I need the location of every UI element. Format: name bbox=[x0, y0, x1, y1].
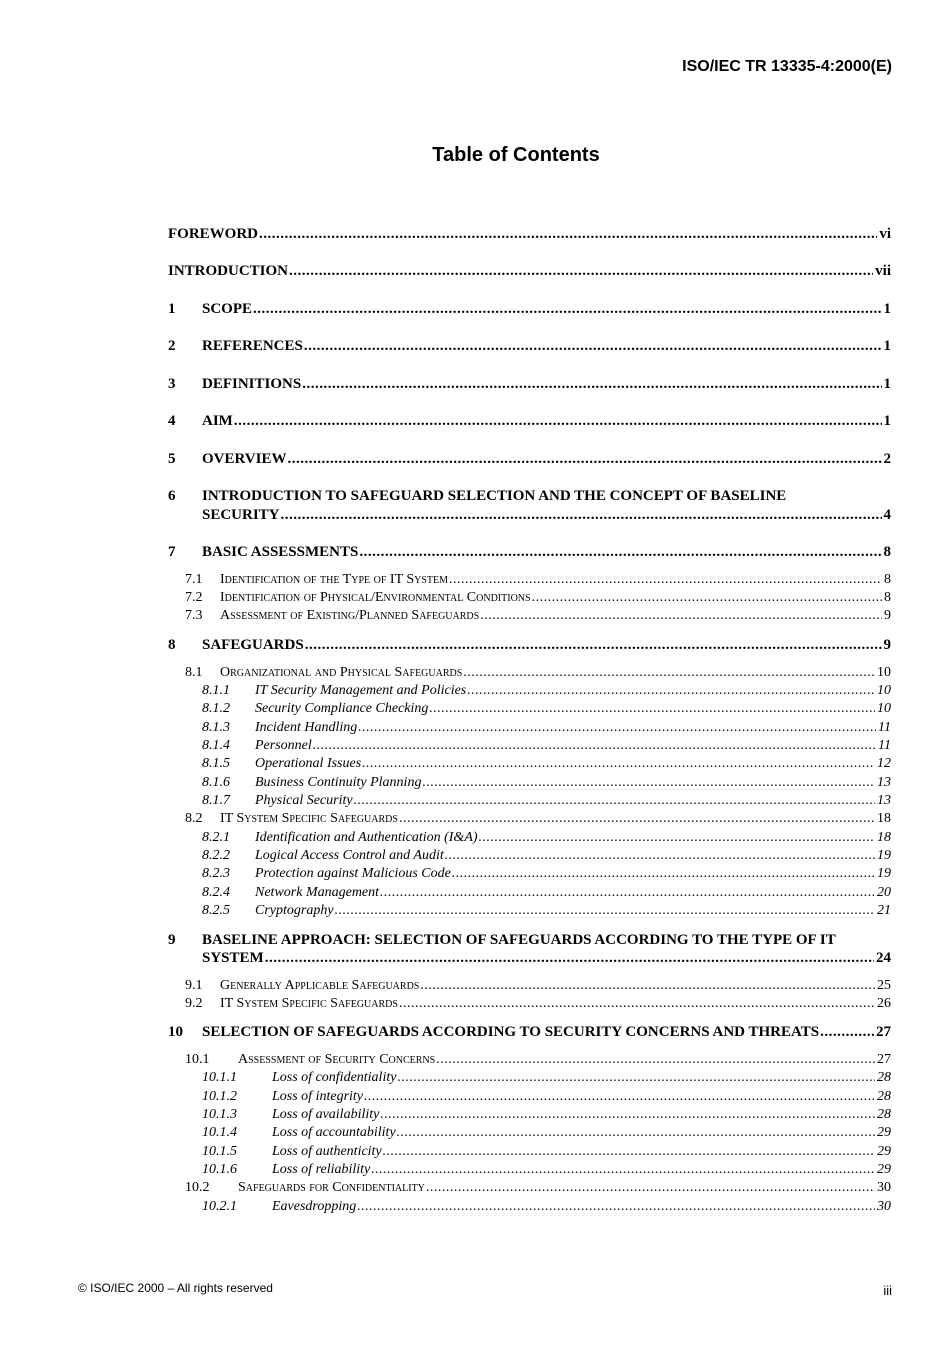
toc-entry-6[interactable] bbox=[202, 506, 891, 524]
toc-page: 25 bbox=[877, 978, 891, 993]
toc-number: 8.1.6 bbox=[202, 775, 230, 790]
toc-number: 10.1 bbox=[185, 1052, 210, 1067]
toc-label: Loss of accountability bbox=[272, 1125, 396, 1140]
toc-number: 10.1.6 bbox=[202, 1162, 237, 1177]
copyright-notice: © ISO/IEC 2000 – All rights reserved bbox=[78, 1281, 273, 1295]
toc-label: Eavesdropping bbox=[272, 1199, 357, 1214]
toc-label: Network Management bbox=[255, 885, 380, 900]
toc-number: 8.2.4 bbox=[202, 885, 230, 900]
toc-number: 8.2.2 bbox=[202, 848, 230, 863]
toc-number: 10.1.4 bbox=[202, 1125, 237, 1140]
toc-label: Loss of integrity bbox=[272, 1089, 364, 1104]
toc-page: 27 bbox=[876, 1024, 891, 1040]
toc-number: 10.2.1 bbox=[202, 1199, 237, 1214]
toc-entry-10-1-3[interactable] bbox=[202, 1106, 891, 1124]
document-id: ISO/IEC TR 13335-4:2000(E) bbox=[682, 58, 892, 75]
toc-page: 21 bbox=[877, 903, 891, 918]
toc-entry-10[interactable] bbox=[168, 1023, 891, 1041]
page-number: iii bbox=[883, 1283, 892, 1298]
toc-page: 26 bbox=[877, 996, 891, 1011]
toc-entry-8-1-3[interactable] bbox=[202, 719, 891, 737]
toc-label: OVERVIEW bbox=[202, 451, 287, 467]
toc-entry-8-1-5[interactable] bbox=[202, 755, 891, 773]
toc-entry-8-2[interactable] bbox=[185, 810, 891, 828]
toc-number: 8.1.4 bbox=[202, 738, 230, 753]
toc-page: 18 bbox=[877, 811, 891, 826]
toc-page: 1 bbox=[883, 301, 891, 317]
toc-number: 8.2.5 bbox=[202, 903, 230, 918]
toc-page: 2 bbox=[883, 451, 891, 467]
toc-page: 1 bbox=[883, 376, 891, 392]
toc-page: 30 bbox=[877, 1199, 891, 1214]
toc-page: 13 bbox=[877, 775, 891, 790]
toc-entry-9-1[interactable] bbox=[185, 977, 891, 995]
toc-page: 9 bbox=[884, 608, 891, 623]
toc-entry-8[interactable] bbox=[168, 636, 891, 654]
toc-number: 6 bbox=[168, 488, 176, 504]
toc-label: Generally Applicable Safeguards bbox=[220, 978, 420, 993]
toc-page: 28 bbox=[877, 1107, 891, 1122]
toc-entry-10-1[interactable] bbox=[185, 1051, 891, 1069]
toc-number: 10.1.5 bbox=[202, 1144, 237, 1159]
toc-page: 10 bbox=[877, 683, 891, 698]
toc-page: 19 bbox=[877, 866, 891, 881]
toc-page: 20 bbox=[877, 885, 891, 900]
toc-entry-8-2-1[interactable] bbox=[202, 829, 891, 847]
toc-label: Loss of availability bbox=[272, 1107, 380, 1122]
toc-page: 24 bbox=[876, 950, 891, 966]
toc-label: AIM bbox=[202, 413, 233, 429]
toc-label: SAFEGUARDS bbox=[202, 637, 304, 653]
toc-label: Assessment of Existing/Planned Safeguards bbox=[220, 608, 480, 623]
toc-page: 1 bbox=[883, 338, 891, 354]
toc-page: 27 bbox=[877, 1052, 891, 1067]
toc-number: 9 bbox=[168, 932, 176, 948]
toc-label: IT Security Management and Policies bbox=[255, 683, 467, 698]
toc-page: vii bbox=[875, 263, 891, 279]
toc-entry-10-1-2[interactable] bbox=[202, 1088, 891, 1106]
toc-page: 10 bbox=[877, 701, 891, 716]
toc-label: IT System Specific Safeguards bbox=[220, 996, 398, 1011]
toc-page: 28 bbox=[877, 1070, 891, 1085]
toc-label: REFERENCES bbox=[202, 338, 303, 354]
toc-label: Identification and Authentication (I&A) bbox=[255, 830, 478, 845]
toc-label: SECURITY bbox=[202, 507, 280, 523]
toc-number: 8.1 bbox=[185, 665, 203, 680]
toc-entry-2[interactable] bbox=[168, 337, 891, 355]
toc-entry-8-2-3[interactable] bbox=[202, 865, 891, 883]
toc-page: 1 bbox=[883, 413, 891, 429]
toc-entry-10-2[interactable] bbox=[185, 1179, 891, 1197]
toc-entry-8-2-5[interactable] bbox=[202, 902, 891, 920]
toc-label: Operational Issues bbox=[255, 756, 362, 771]
toc-page: 8 bbox=[884, 572, 891, 587]
toc-number: 7.1 bbox=[185, 572, 203, 587]
toc-number: 3 bbox=[168, 376, 176, 392]
toc-label: Loss of reliability bbox=[272, 1162, 371, 1177]
toc-page: 11 bbox=[878, 738, 891, 753]
toc-entry-8-1-2[interactable] bbox=[202, 700, 891, 718]
toc-entry-10-1-1[interactable] bbox=[202, 1069, 891, 1087]
page-title: Table of Contents bbox=[432, 144, 600, 166]
toc-entry-9-2[interactable] bbox=[185, 995, 891, 1013]
toc-number: 8.2.3 bbox=[202, 866, 230, 881]
toc-entry-8-1-4[interactable] bbox=[202, 737, 891, 755]
toc-entry-4[interactable] bbox=[168, 412, 891, 430]
toc-page: 4 bbox=[883, 507, 891, 523]
toc-label: SYSTEM bbox=[202, 950, 264, 966]
toc-label: Security Compliance Checking bbox=[255, 701, 429, 716]
toc-label: INTRODUCTION bbox=[168, 263, 289, 279]
toc-number: 10.1.1 bbox=[202, 1070, 237, 1085]
toc-number: 8.1.2 bbox=[202, 701, 230, 716]
toc-page: vi bbox=[879, 226, 891, 242]
toc-number: 8.1.5 bbox=[202, 756, 230, 771]
toc-entry-8-2-2[interactable] bbox=[202, 847, 891, 865]
toc-label: SCOPE bbox=[202, 301, 253, 317]
toc-page: 12 bbox=[877, 756, 891, 771]
toc-entry-7[interactable] bbox=[168, 543, 891, 561]
toc-label: Business Continuity Planning bbox=[255, 775, 422, 790]
toc-entry-7-3[interactable] bbox=[185, 607, 891, 625]
toc-label: Cryptography bbox=[255, 903, 334, 918]
toc-label: Assessment of Security Concerns bbox=[238, 1052, 436, 1067]
toc-page: 10 bbox=[877, 665, 891, 680]
toc-entry-3[interactable] bbox=[168, 375, 891, 393]
toc-entry-10-1-6[interactable] bbox=[202, 1161, 891, 1179]
toc-number: 8.2.1 bbox=[202, 830, 230, 845]
toc-page: 28 bbox=[877, 1089, 891, 1104]
toc-label: IT System Specific Safeguards bbox=[220, 811, 398, 826]
toc-label: Personnel bbox=[255, 738, 312, 753]
toc-number: 10 bbox=[168, 1024, 183, 1040]
toc-entry-7-2[interactable] bbox=[185, 589, 891, 607]
toc-label: Organizational and Physical Safeguards bbox=[220, 665, 463, 680]
toc-number: 8.1.1 bbox=[202, 683, 230, 698]
toc-number: 9.1 bbox=[185, 978, 203, 993]
toc-entry-8-1-6[interactable] bbox=[202, 774, 891, 792]
toc-entry-8-1[interactable] bbox=[185, 664, 891, 682]
toc-entry-10-2-1[interactable] bbox=[202, 1198, 891, 1216]
toc-number: 5 bbox=[168, 451, 176, 467]
toc-entry-8-1-7[interactable] bbox=[202, 792, 891, 810]
toc-page: 29 bbox=[877, 1144, 891, 1159]
toc-entry-9-line1[interactable] bbox=[168, 931, 836, 949]
toc-number: 7.2 bbox=[185, 590, 203, 605]
toc-entry-8-1-1[interactable] bbox=[202, 682, 891, 700]
toc-page: 29 bbox=[877, 1125, 891, 1140]
toc-label: Safeguards for Confidentiality bbox=[238, 1180, 425, 1195]
toc-page: 18 bbox=[877, 830, 891, 845]
toc-entry-10-1-4[interactable] bbox=[202, 1124, 891, 1142]
toc-label: Logical Access Control and Audit bbox=[255, 848, 444, 863]
toc-label: Loss of confidentiality bbox=[272, 1070, 397, 1085]
toc-entry-introduction[interactable] bbox=[168, 262, 891, 280]
toc-number: 2 bbox=[168, 338, 176, 354]
toc-page: 19 bbox=[877, 848, 891, 863]
toc-entry-8-2-4[interactable] bbox=[202, 884, 891, 902]
toc-page: 8 bbox=[883, 544, 891, 560]
toc-entry-6-line1[interactable] bbox=[168, 487, 786, 505]
toc-number: 10.1.2 bbox=[202, 1089, 237, 1104]
toc-label: Physical Security bbox=[255, 793, 353, 808]
toc-number: 7.3 bbox=[185, 608, 203, 623]
toc-number: 1 bbox=[168, 301, 176, 317]
toc-number: 7 bbox=[168, 544, 176, 560]
toc-page: 13 bbox=[877, 793, 891, 808]
toc-number: 10.2 bbox=[185, 1180, 210, 1195]
toc-entry-foreword[interactable] bbox=[168, 225, 891, 243]
toc-entry-9[interactable] bbox=[202, 949, 891, 967]
toc-number: 9.2 bbox=[185, 996, 203, 1011]
toc-label: Incident Handling bbox=[255, 720, 358, 735]
toc-page: 29 bbox=[877, 1162, 891, 1177]
toc-number: 8.1.7 bbox=[202, 793, 230, 808]
toc-label: Protection against Malicious Code bbox=[255, 866, 451, 881]
toc-label-line1: BASELINE APPROACH: SELECTION OF SAFEGUARDS ACCORDING TO THE TYPE OF IT bbox=[202, 932, 836, 948]
toc-label: FOREWORD bbox=[168, 226, 258, 242]
toc-number: 10.1.3 bbox=[202, 1107, 237, 1122]
toc-label: BASIC ASSESSMENTS bbox=[202, 544, 359, 560]
toc-page: 9 bbox=[883, 637, 891, 653]
toc-number: 4 bbox=[168, 413, 176, 429]
toc-entry-5[interactable] bbox=[168, 450, 891, 468]
toc-entry-1[interactable] bbox=[168, 300, 891, 318]
toc-label: SELECTION OF SAFEGUARDS ACCORDING TO SECURITY CONCERNS AND THREATS bbox=[202, 1024, 820, 1040]
toc-page: 11 bbox=[878, 720, 891, 735]
toc-label: Loss of authenticity bbox=[272, 1144, 382, 1159]
toc-label: Identification of the Type of IT System bbox=[220, 572, 449, 587]
toc-number: 8.2 bbox=[185, 811, 203, 826]
toc-number: 8.1.3 bbox=[202, 720, 230, 735]
toc-label-line1: INTRODUCTION TO SAFEGUARD SELECTION AND THE CONCEPT OF BASELINE bbox=[202, 488, 787, 504]
toc-entry-10-1-5[interactable] bbox=[202, 1143, 891, 1161]
toc-label: DEFINITIONS bbox=[202, 376, 302, 392]
toc-entry-7-1[interactable] bbox=[185, 571, 891, 589]
toc-page: 8 bbox=[884, 590, 891, 605]
toc-number: 8 bbox=[168, 637, 176, 653]
toc-label: Identification of Physical/Environmental Conditions bbox=[220, 590, 531, 605]
toc-page: 30 bbox=[877, 1180, 891, 1195]
